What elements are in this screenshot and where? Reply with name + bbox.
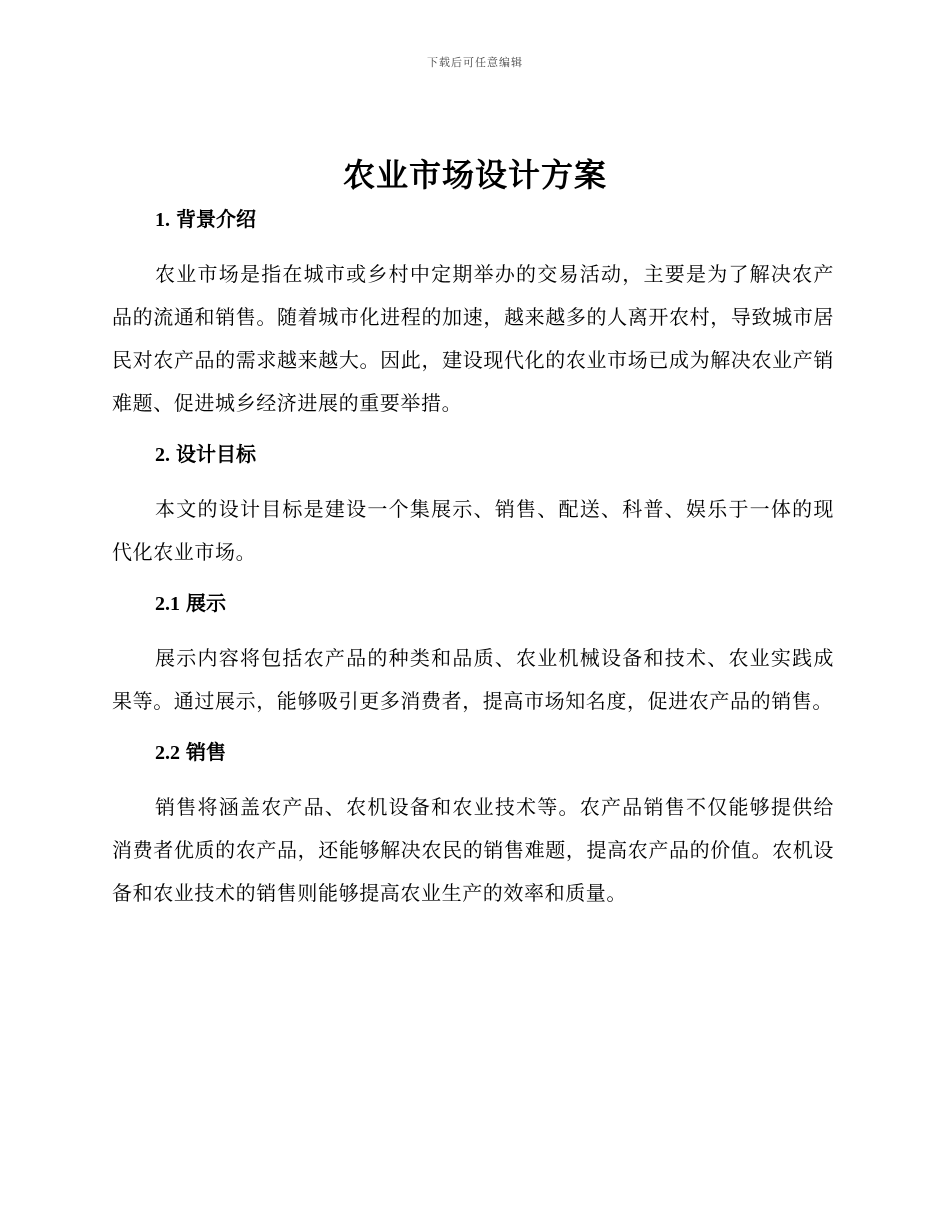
section-number: 2.1 <box>155 593 180 615</box>
document-body <box>112 204 834 915</box>
section-heading-background <box>112 204 834 235</box>
section-heading-sales <box>112 737 834 768</box>
section-number: 1. <box>155 209 170 231</box>
section-title: 背景介绍 <box>176 207 256 231</box>
section-heading-design-goal <box>112 439 834 470</box>
section-title: 设计目标 <box>176 442 256 466</box>
section-number: 2.2 <box>155 742 180 764</box>
section-paragraph-background: 农业市场是指在城市或乡村中定期举办的交易活动，主要是为了解决农产品的流通和销售。随着城市化进程的加速，越来越多的人离开农村，导致城市居民对农产品的需求越来越大。因此，建设现代化的农业市场已成为解决农业产销难题、促进城乡经济进展的重要举措。 <box>112 262 834 415</box>
section-number: 2. <box>155 444 170 466</box>
section-paragraph-display: 展示内容将包括农产品的种类和品质、农业机械设备和技术、农业实践成果等。通过展示，能够吸引更多消费者，提高市场知名度，促进农产品的销售。 <box>112 646 834 713</box>
section-heading-display <box>112 588 834 619</box>
section-paragraph-design-goal: 本文的设计目标是建设一个集展示、销售、配送、科普、娱乐于一体的现代化农业市场。 <box>112 497 834 564</box>
section-title: 销售 <box>186 740 226 764</box>
header-note: 下载后可任意编辑 <box>427 56 523 69</box>
document-title: 农业市场设计方案 <box>342 156 607 194</box>
section-title: 展示 <box>186 591 226 615</box>
section-paragraph-sales: 销售将涵盖农产品、农机设备和农业技术等。农产品销售不仅能够提供给消费者优质的农产品，还能够解决农民的销售难题，提高农产品的价值。农机设备和农业技术的销售则能够提高农业生产的效率和质量。 <box>112 795 834 905</box>
